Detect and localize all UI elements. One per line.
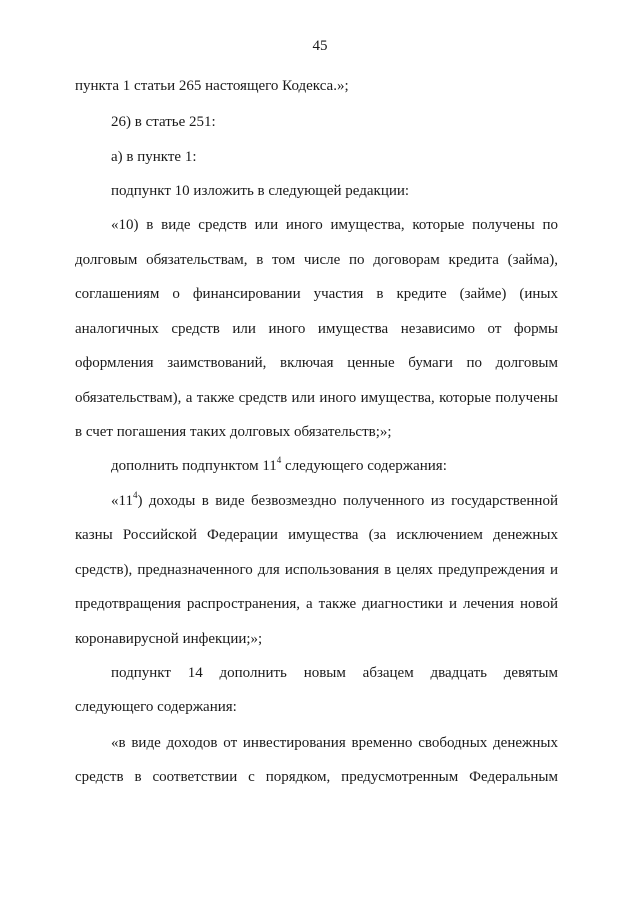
text-line: долговым обязательствам, в том числе по договорам кредита (займа), — [75, 252, 558, 268]
superscript: 4 — [276, 455, 282, 465]
text-line: следующего содержания: — [75, 699, 237, 715]
text-fragment: дополнить подпунктом 11 — [111, 458, 277, 474]
text-line: подпункт 10 изложить в следующей редакции: — [111, 183, 410, 199]
text-line: средств в соответствии с порядком, предусмотренным Федеральным — [75, 769, 558, 785]
text-line: а) в пункте 1: — [111, 149, 197, 165]
superscript: 4 — [132, 490, 138, 500]
text-fragment: следующего содержания: — [281, 458, 447, 474]
text-fragment: ) доходы в виде безвозмездно полученного из государственной — [137, 493, 558, 509]
text-line: в счет погашения таких долговых обязательств;»; — [75, 424, 392, 440]
text-line: «в виде доходов от инвестирования временно свободных денежных — [111, 735, 558, 751]
text-line: предотвращения распространения, а также диагностики и лечения новой — [75, 596, 558, 612]
text-fragment: «11 — [111, 493, 133, 509]
text-line: средств), предназначенного для использования в целях предупреждения и — [75, 562, 558, 578]
text-line: пункта 1 статьи 265 настоящего Кодекса.»; — [75, 78, 349, 94]
text-line: подпункт 14 дополнить новым абзацем двадцать девятым — [111, 665, 558, 681]
text-line: аналогичных средств или иного имущества независимо от формы — [75, 321, 558, 337]
text-line: «10) в виде средств или иного имущества, которые получены по — [111, 217, 558, 233]
text-line-with-superscript — [111, 457, 447, 475]
text-line: обязательствам), а также средств или иного имущества, которые получены — [75, 390, 558, 406]
text-line: казны Российской Федерации имущества (за исключением денежных — [75, 527, 558, 543]
text-line-with-superscript — [111, 492, 558, 510]
text-line: коронавирусной инфекции;»; — [75, 631, 263, 647]
text-line: 26) в статье 251: — [111, 114, 216, 130]
text-line: соглашениям о финансировании участия в кредите (займе) (иных — [75, 286, 558, 302]
page-number: 45 — [312, 38, 328, 54]
text-line: оформления заимствований, включая ценные бумаги по долговым — [75, 355, 558, 371]
